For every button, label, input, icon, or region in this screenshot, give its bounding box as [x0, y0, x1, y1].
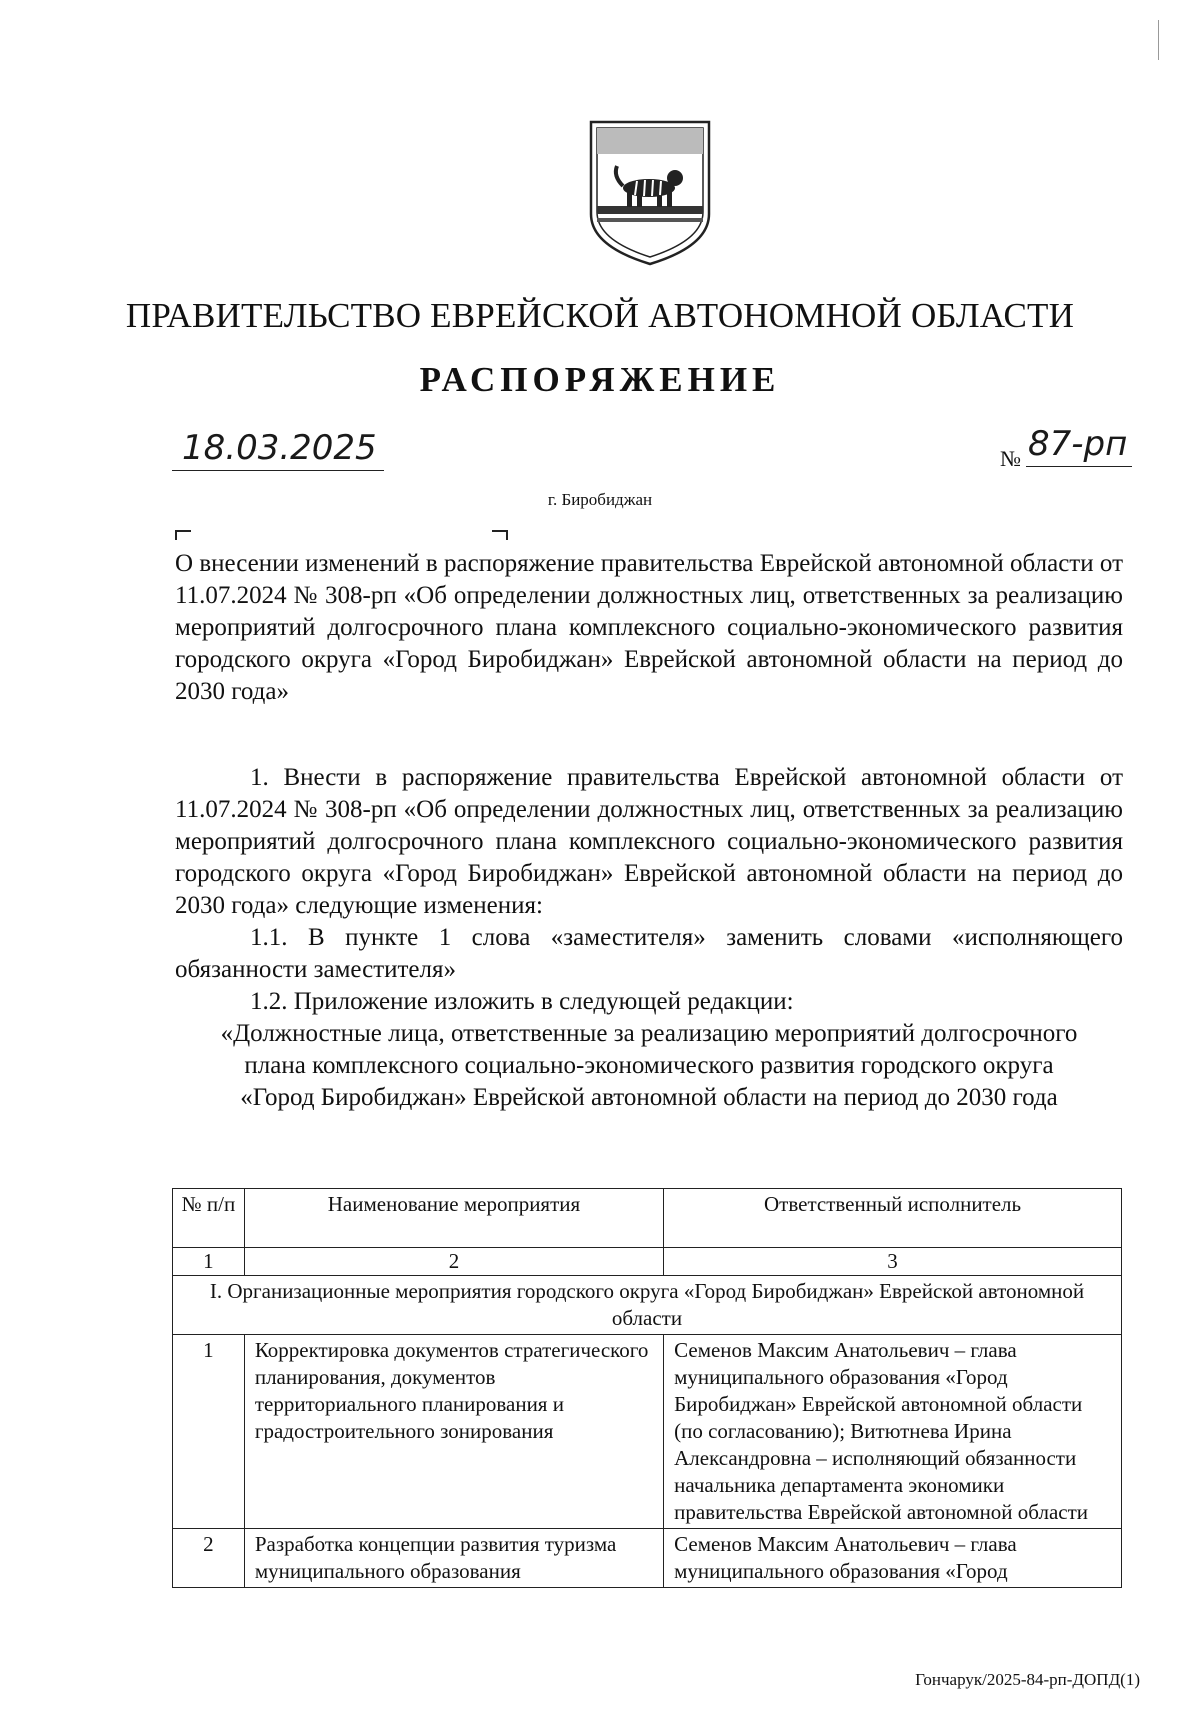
- table-row: [173, 1529, 1122, 1588]
- table-section-row: [173, 1276, 1122, 1335]
- col-number-1: 1: [173, 1248, 245, 1276]
- title-bracket-right: [492, 530, 508, 540]
- table-column-numbers-row: [173, 1248, 1122, 1276]
- document-type: РАСПОРЯЖЕНИЕ: [419, 360, 781, 399]
- title-bracket-left: [175, 530, 191, 540]
- number-underline: [1026, 466, 1132, 467]
- row-number: 2: [173, 1529, 245, 1588]
- document-body: [175, 762, 1123, 1114]
- number-label: №: [1000, 446, 1021, 471]
- coat-of-arms-tiger-emblem-icon: [585, 118, 715, 268]
- col-number-2: 2: [244, 1248, 663, 1276]
- document-number: 87-рп: [1028, 424, 1128, 464]
- appendix-title: «Должностные лица, ответственные за реализацию мероприятий долгосрочного плана комплексного социально-экономического развития городского округа «Город Биробиджан» Еврейской автономной области на период до 2030 года: [220, 1020, 1078, 1111]
- document-date: 18.03.2025: [182, 428, 377, 468]
- paragraph-1-1: 1.1. В пункте 1 слова «заместителя» заменить словами «исполняющего обязанности заместителя»: [175, 924, 1123, 983]
- row-activity: Разработка концепции развития туризма муниципального образования: [244, 1529, 663, 1588]
- organization-name: ПРАВИТЕЛЬСТВО ЕВРЕЙСКОЙ АВТОНОМНОЙ ОБЛАСТИ: [125, 296, 1075, 335]
- row-responsible: Семенов Максим Анатольевич – глава муниципального образования «Город: [664, 1529, 1122, 1588]
- document-title: О внесении изменений в распоряжение правительства Еврейской автономной области от 11.07.2024 № 308-рп «Об определении должностных лиц, ответственных за реализацию мероприятий долгосрочного плана комплексного социально-экономического развития городского округа «Город Биробиджан» Еврейской автономной области на период до 2030 года»: [175, 550, 1123, 705]
- row-number: 1: [173, 1335, 245, 1529]
- header-activity: Наименование мероприятия: [244, 1189, 663, 1248]
- table-row: [173, 1335, 1122, 1529]
- row-responsible: Семенов Максим Анатольевич – глава муниципального образования «Город Биробиджан» Еврейской автономной области (по согласованию); Витютнева Ирина Александровна – исполняющий обязанности начальника департамента экономики правительства Еврейской автономной области: [664, 1335, 1122, 1529]
- paragraph-1-2: 1.2. Приложение изложить в следующей редакции:: [250, 988, 794, 1015]
- col-number-3: 3: [664, 1248, 1122, 1276]
- date-underline: [172, 470, 384, 471]
- city: г. Биробиджан: [547, 490, 653, 509]
- scan-edge-mark: [1158, 20, 1159, 60]
- row-activity: Корректировка документов стратегического планирования, документов территориального планирования и градостроительного зонирования: [244, 1335, 663, 1529]
- header-responsible: Ответственный исполнитель: [664, 1189, 1122, 1248]
- paragraph-1: 1. Внести в распоряжение правительства Еврейской автономной области от 11.07.2024 № 308-рп «Об определении должностных лиц, ответственных за реализацию мероприятий долгосрочного плана комплексного социально-экономического развития городского округа «Город Биробиджан» Еврейской автономной области на период до 2030 года» следующие изменения:: [175, 764, 1123, 919]
- section-heading: I. Организационные мероприятия городского округа «Город Биробиджан» Еврейской автономной области: [173, 1276, 1122, 1335]
- footer-reference: Гончарук/2025-84-рп-ДОПД(1): [915, 1670, 1140, 1689]
- header-number: № п/п: [173, 1189, 245, 1248]
- responsibles-table: [172, 1188, 1122, 1588]
- table-header-row: [173, 1189, 1122, 1248]
